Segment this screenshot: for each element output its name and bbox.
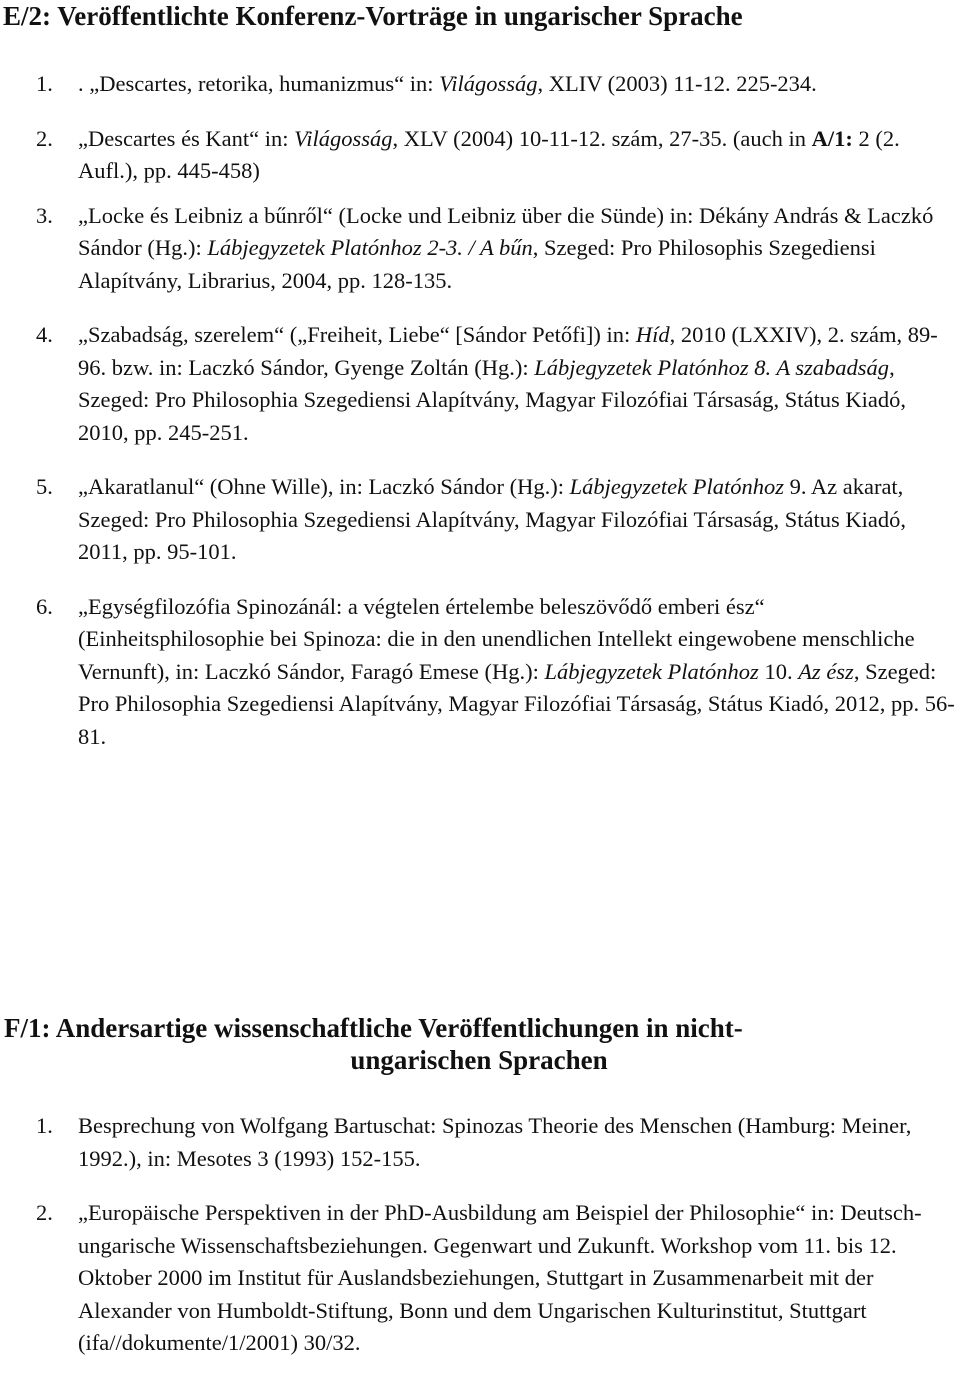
list-item xyxy=(0,591,960,754)
item-number: 5. xyxy=(36,474,53,499)
item-text: , Szeged: Pro Philosophis Szegediensi Alapítvány, Librarius, 2004, pp. 128-135. xyxy=(78,235,876,293)
list-item xyxy=(0,123,960,188)
section-heading-f1 xyxy=(4,1012,954,1076)
heading-line: F/1: Andersartige wissenschaftliche Veröffentlichungen in nicht- xyxy=(4,1013,743,1043)
book-title: Lábjegyzetek Platónhoz 8. A szabadság xyxy=(534,354,890,380)
item-text: „Descartes és Kant“ in: xyxy=(78,125,295,151)
section-heading-e2: E/2: Veröffentlichte Konferenz-Vorträge in ungarischer Sprache xyxy=(3,1,743,31)
book-title: Lábjegyzetek Platónhoz xyxy=(544,658,759,684)
item-number: 1. xyxy=(36,1113,53,1138)
publication-list-e2 xyxy=(0,68,960,753)
book-subtitle: Az ész xyxy=(798,658,854,684)
item-text: . „Descartes, retorika, humanizmus“ in: xyxy=(78,71,440,96)
item-number: 3. xyxy=(36,202,53,228)
item-number: 2. xyxy=(36,125,53,151)
item-number: 4. xyxy=(36,322,53,347)
item-text: 2 (2. Aufl.), pp. 445-458) xyxy=(78,125,900,183)
list-item xyxy=(0,319,960,449)
item-text: „Akaratlanul“ (Ohne Wille), in: Laczkó Sándor (Hg.): xyxy=(78,474,570,499)
item-number: 1. xyxy=(36,71,53,96)
list-item xyxy=(0,68,960,101)
book-title: Lábjegyzetek Platónhoz 2-3. / A bűn xyxy=(207,235,533,260)
heading-line: ungarischen Sprachen xyxy=(350,1045,608,1075)
item-text: 9. Az akarat, Szeged: Pro Philosophia Szegediensi Alapítvány, Magyar Filozófiai Társaság, Státus Kiadó, 2011, pp. 95-101. xyxy=(78,474,906,564)
list-item xyxy=(0,200,960,298)
book-title: Lábjegyzetek Platónhoz xyxy=(569,474,784,499)
item-text: , 2010 (LXXIV), 2. szám, 89-96. bzw. in: Laczkó Sándor, Gyenge Zoltán (Hg.): xyxy=(78,322,938,380)
item-text: , XLV (2004) 10-11-12. szám, 27-35. (auch in xyxy=(392,125,812,151)
item-text: „Szabadság, szerelem“ („Freiheit, Liebe“ [Sándor Petőfi]) in: xyxy=(78,322,636,347)
item-number: 2. xyxy=(36,1200,53,1225)
item-text: „Egységfilozófia Spinozánál: a végtelen értelembe beleszövődő emberi ész“ (Einheitsphilosophie bei Spinoza: die in den unendlichen Intellekt eingewobene menschliche Vernunft), in: Laczkó Sándor, Faragó Emese (Hg.): xyxy=(78,593,915,684)
journal-title: Világosság xyxy=(294,125,393,151)
journal-title: Világosság xyxy=(439,71,538,96)
journal-title: Híd xyxy=(635,322,670,347)
list-item xyxy=(0,1197,960,1360)
cross-reference: A/1: xyxy=(811,125,853,151)
item-text: , Szeged: Pro Philosophia Szegediensi Alapítvány, Magyar Filozófiai Társaság, Státus Kiadó, 2010, pp. 245-251. xyxy=(78,354,906,445)
item-number: 6. xyxy=(36,593,53,619)
item-text: , XLIV (2003) 11-12. 225-234. xyxy=(537,71,817,96)
item-text: 10. xyxy=(758,658,799,684)
item-text: Besprechung von Wolfgang Bartuschat: Spinozas Theorie des Menschen (Hamburg: Meiner, 1992.), in: Mesotes 3 (1993) 152-155. xyxy=(78,1113,912,1171)
publication-list-f1 xyxy=(0,1110,960,1360)
item-text: , Szeged: Pro Philosophia Szegediensi Alapítvány, Magyar Filozófiai Társaság, Státus Kiadó, 2012, pp. 56-81. xyxy=(78,658,955,749)
item-text: „Europäische Perspektiven in der PhD-Ausbildung am Beispiel der Philosophie“ in: Deutsch-ungarische Wissenschaftsbeziehungen. Gegenwart und Zukunft. Workshop vom 11. bis 12. Oktober 2000 im Institut für Auslandsbeziehungen, Stuttgart in Zusammenarbeit mit der Alexander von Humboldt-Stiftung, Bonn und dem Ungarischen Kulturinstitut, Stuttgart (ifa//dokumente/1/2001) 30/32. xyxy=(78,1200,922,1355)
list-item xyxy=(0,471,960,569)
list-item xyxy=(0,1110,960,1175)
item-text: „Locke és Leibniz a bűnről“ (Locke und Leibniz über die Sünde) in: Dékány András & Laczkó Sándor (Hg.): xyxy=(78,202,934,260)
